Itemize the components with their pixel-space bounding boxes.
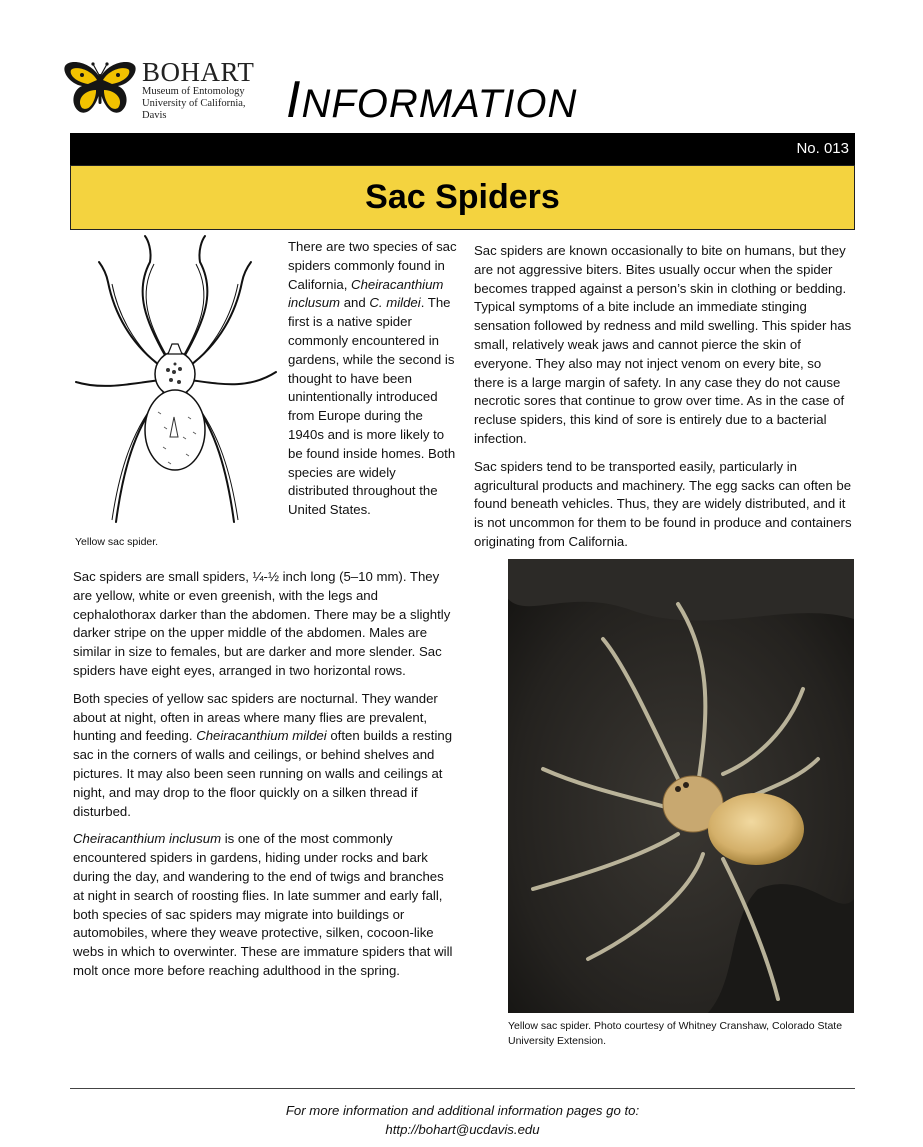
logo-line-1: Museum of Entomology [142,86,245,97]
species-name: Cheiracanthium mildei [196,728,327,744]
page-title: Sac Spiders [365,178,560,216]
paragraph: Sac spiders are small spiders, ¼-½ inch long (5–10 mm). They are yellow, white or even greenish, with the legs and cephalothorax darker than the abdomen. There may be a slightly darker stripe on the upper middle of the abdomen. Males are similar in size to females, but are darker and more slender. Sac spiders have eight eyes, arranged in two horizontal rows. [73,569,451,678]
footer-link[interactable]: http://bohart@ucdavis.edu [385,1122,540,1137]
spider-drawing [68,232,282,532]
text: is one of the most commonly encountered spiders in gardens, hiding under rocks and bark during the day, and wandering to the end of twigs and branches at night in search of roosting flies. In late summer and early fall, both species of sac spiders may migrate into buildings or automobiles, where they weave protective, silken, cocoon-like webs in which to overwinter. These are immature spiders that will molt once more before reaching adulthood in the spring. [73,831,453,978]
intro-part-2: and [343,295,366,311]
information-rest: NFORMATION [301,82,578,126]
spider-photo [508,559,854,1013]
logo-name: BOHART [142,57,255,87]
footer-divider [70,1088,855,1089]
title-bar [70,165,855,230]
intro-paragraph [288,238,458,520]
species-name: C. mildei [369,295,421,311]
butterfly-icon [62,58,138,116]
species-name: Cheiracanthium inclusum [73,831,222,847]
logo-line-2: University of California, Davis [142,98,246,121]
paragraph [73,830,455,980]
text: Both species of yellow sac spiders are nocturnal. They wander about at night, often in areas where many flies are prevalent, hunting and feeding. [73,690,438,744]
paragraph [73,690,455,822]
species-name: Cheiracanthium inclusum [288,276,444,311]
intro-part-3: . The first is a native spider commonly encountered in gardens, while the second is thought to have been unintentionally introduced from Europe during the 1940s and is more likely to be found inside homes. Both species are widely distributed throughout the United States. [288,295,456,518]
intro-part-1: There are two species of sac spiders commonly found in California, [288,239,457,292]
photo-caption: Yellow sac spider. Photo courtesy of Whitney Cranshaw, Colorado State University Extension. [508,1020,843,1047]
footer-line-1: For more information and additional information pages go to: [285,1103,640,1118]
information-heading [286,70,577,134]
text: often builds a resting sac in the corners of walls and ceilings, or behind shelves and pictures. It may also been seen running on walls and ceilings at night, and may drop to the floor quickly on a silken thread if disturbed. [73,728,453,819]
drawing-caption: Yellow sac spider. [75,536,159,548]
information-initial: I [286,71,302,129]
issue-number: No. 013 [796,140,849,157]
bohart-logo [62,58,272,120]
footer [70,1101,855,1139]
header-bar [70,133,855,165]
paragraph: Sac spiders tend to be transported easily, particularly in agricultural products and machinery. The egg sacks can often be found beneath vehicles. Thus, they are widely distributed, and it is not uncommon for them to be found in produce and containers originating from California. [474,458,852,549]
right-column [474,242,854,561]
left-column [73,568,455,990]
paragraph: Sac spiders are known occasionally to bite on humans, but they are not aggressive biters. Bites usually occur when the spider becomes trapped against a person’s skin in clothing or bedding. Typical symptoms of a bite include an immediate stinging sensation followed by redness and mild swelling. This spider has small, relatively weak jaws and cannot pierce the skin of everyone. They also may not inject venom on every bite, so there is a large margin of safety. In any case they do not cause necrotic sores that continue to grow over time. As in the case of recluse spiders, this kind of sore is entirely due to a bacterial infection. [474,243,852,446]
